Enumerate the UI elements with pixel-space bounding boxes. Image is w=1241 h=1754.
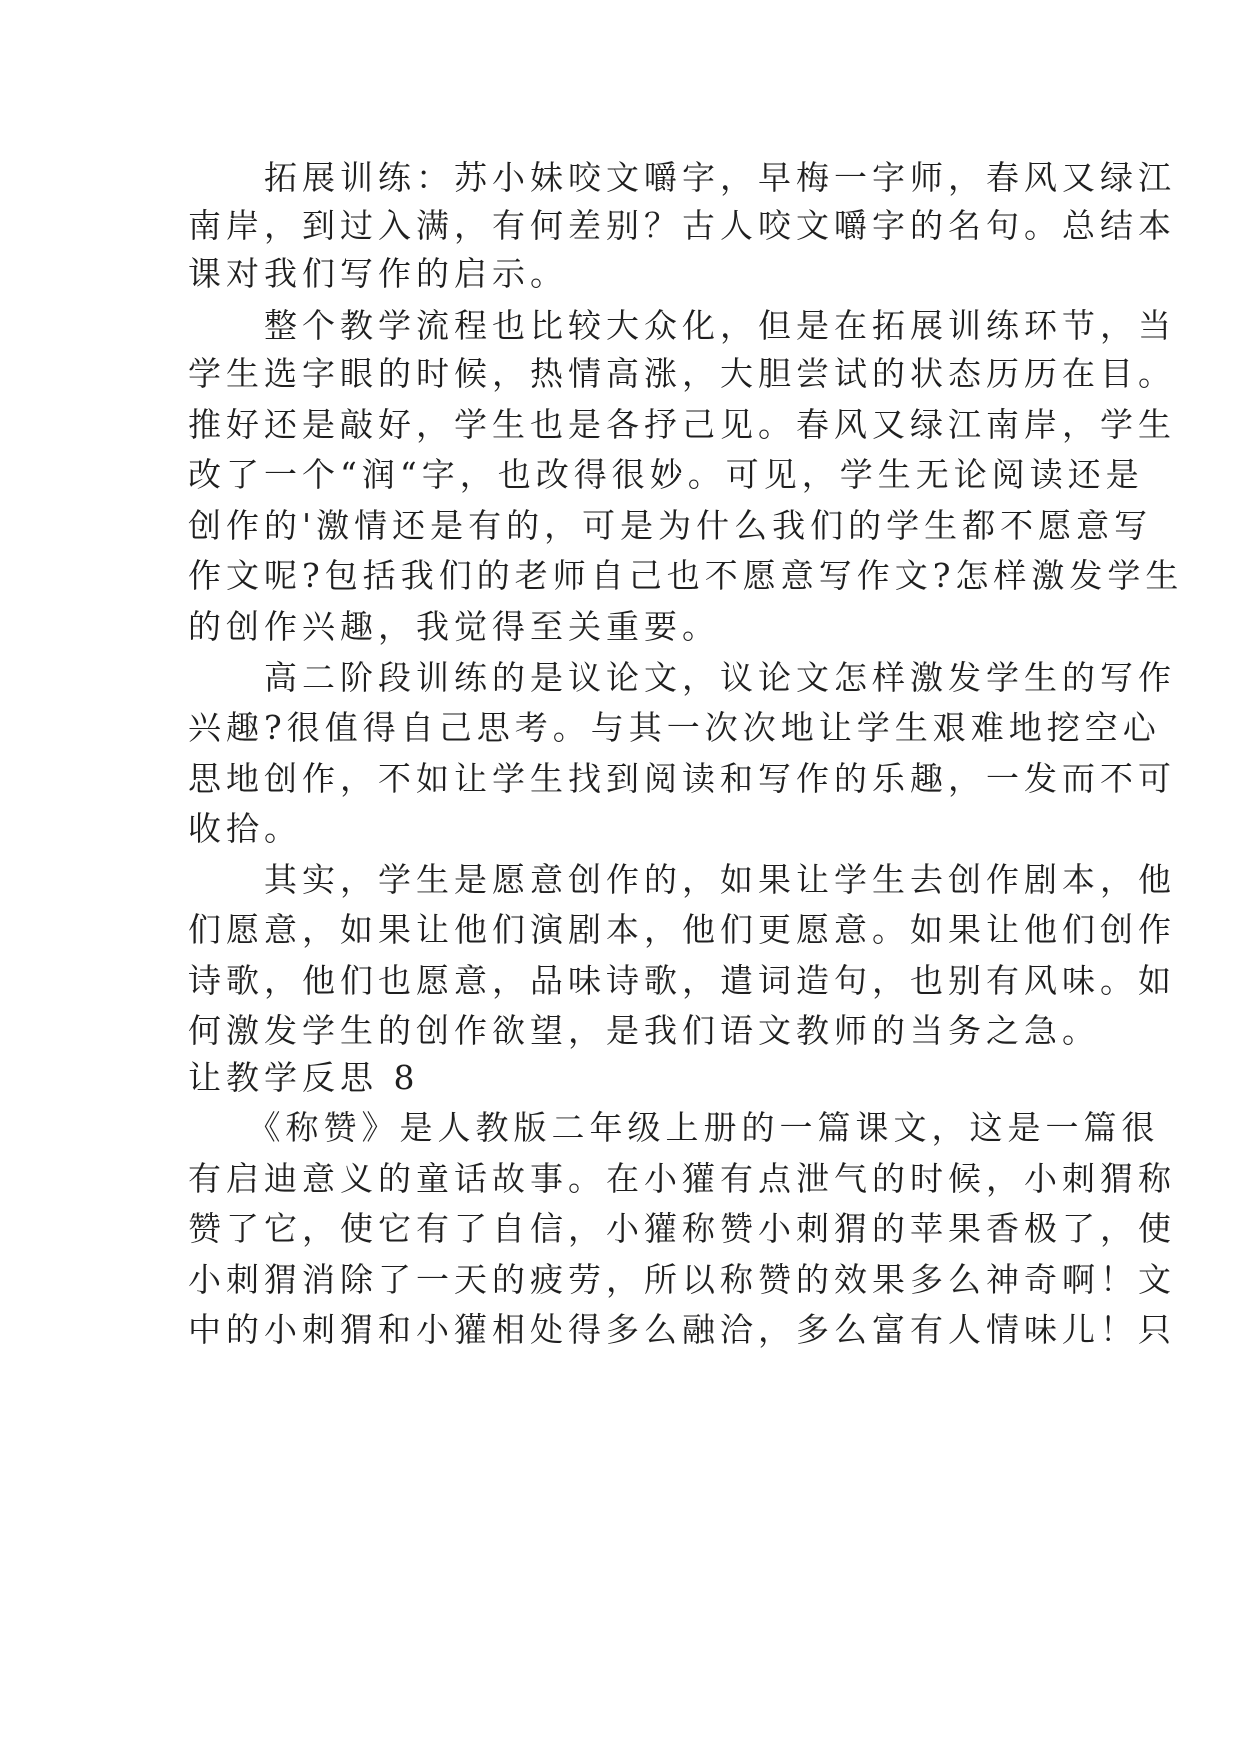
text-line: 学生选字眼的时候，热情高涨，大胆尝试的状态历历在目。 bbox=[188, 354, 1176, 393]
text-line: 小刺猬消除了一天的疲劳，所以称赞的效果多么神奇啊！文 bbox=[188, 1260, 1176, 1299]
text-line: 的创作兴趣，我觉得至关重要。 bbox=[188, 607, 720, 646]
text-line: 《称赞》是人教版二年级上册的一篇课文，这是一篇很 bbox=[188, 1108, 1160, 1147]
text-line: 赞了它，使它有了自信，小獾称赞小刺猬的苹果香极了，使 bbox=[188, 1209, 1176, 1248]
text-line: 何激发学生的创作欲望，是我们语文教师的当务之急。 bbox=[188, 1011, 1100, 1050]
text-line: 创作的'激情还是有的，可是为什么我们的学生都不愿意写 bbox=[188, 506, 1153, 545]
text-line: 推好还是敲好，学生也是各抒己见。春风又绿江南岸，学生 bbox=[188, 405, 1176, 444]
text-line: 诗歌，他们也愿意，品味诗歌，遣词造句，也别有风味。如 bbox=[188, 961, 1176, 1000]
text-line: 思地创作，不如让学生找到阅读和写作的乐趣，一发而不可 bbox=[188, 759, 1176, 798]
text-line: 兴趣?很值得自己思考。与其一次次地让学生艰难地挖空心 bbox=[188, 708, 1161, 747]
text-line: 改了一个“润“字，也改得很妙。可见，学生无论阅读还是 bbox=[188, 455, 1144, 494]
text-line: 有启迪意义的童话故事。在小獾有点泄气的时候，小刺猬称 bbox=[188, 1159, 1176, 1198]
section-heading: 让教学反思 8 bbox=[188, 1058, 420, 1097]
text-line: 收拾。 bbox=[188, 809, 302, 848]
text-line: 高二阶段训练的是议论文，议论文怎样激发学生的写作 bbox=[188, 658, 1176, 697]
text-line: 其实，学生是愿意创作的，如果让学生去创作剧本，他 bbox=[188, 860, 1176, 899]
text-line: 中的小刺猬和小獾相处得多么融洽，多么富有人情味儿！只 bbox=[188, 1310, 1176, 1349]
text-line: 拓展训练：苏小妹咬文嚼字，早梅一字师，春风又绿江 bbox=[188, 158, 1176, 197]
text-line: 整个教学流程也比较大众化，但是在拓展训练环节，当 bbox=[188, 306, 1176, 345]
text-line: 南岸，到过入满，有何差别？古人咬文嚼字的名句。总结本 bbox=[188, 206, 1176, 245]
text-line: 们愿意，如果让他们演剧本，他们更愿意。如果让他们创作 bbox=[188, 910, 1176, 949]
text-line: 课对我们写作的启示。 bbox=[188, 254, 568, 293]
text-line: 作文呢?包括我们的老师自己也不愿意写作文?怎样激发学生 bbox=[188, 556, 1184, 595]
